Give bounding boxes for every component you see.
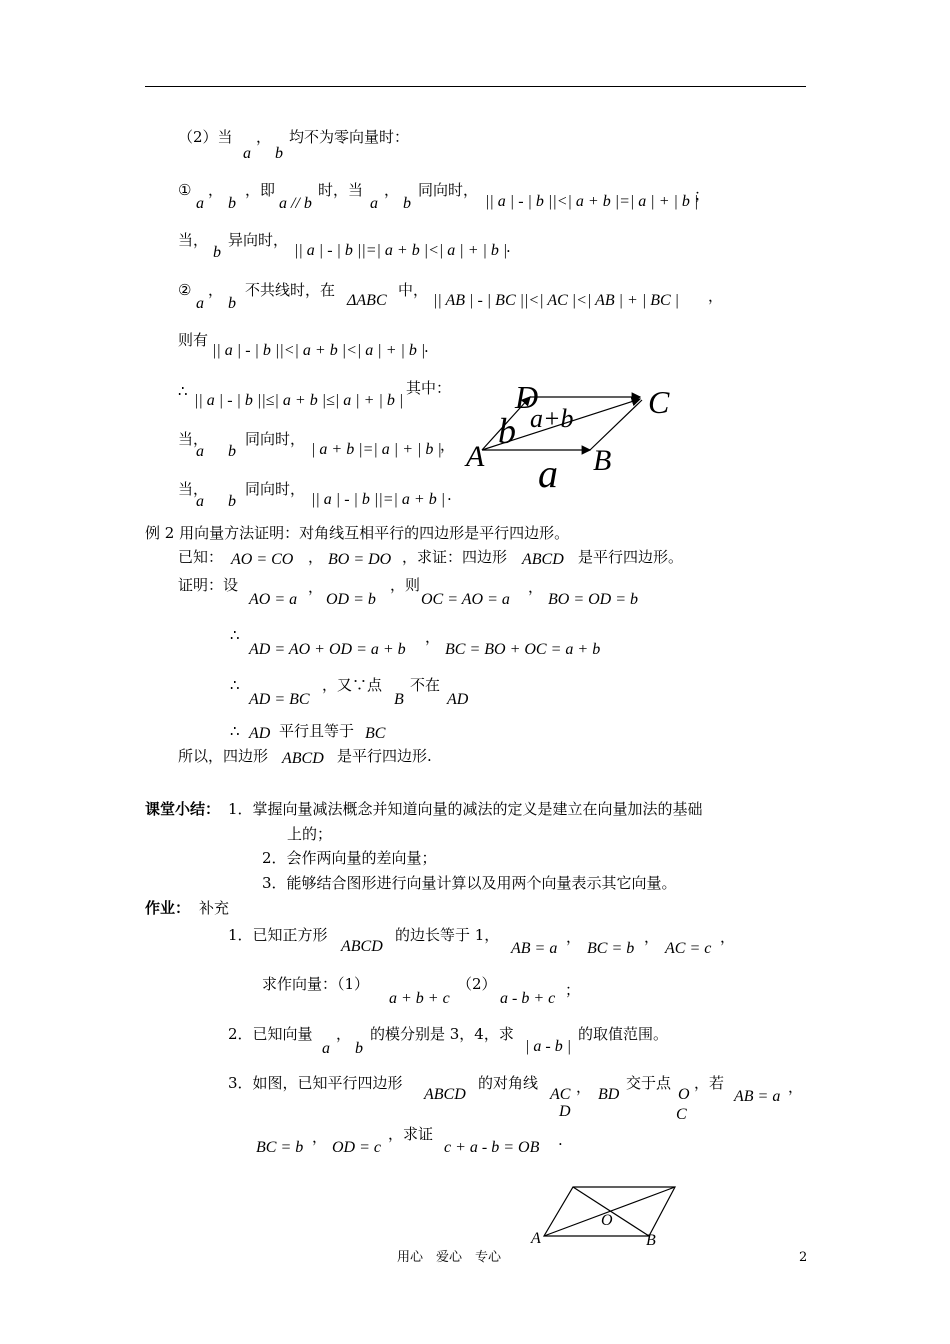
therefore-symbol: ∴: [230, 626, 240, 644]
comma: ，: [644, 928, 660, 946]
formula-c2-result: || a | - | b ||<| a + b |<| a | + | b |: [212, 342, 426, 359]
period: .: [558, 1131, 563, 1149]
q3-od: OD = c: [332, 1139, 382, 1156]
q1-ask: 求作向量：（1）: [262, 975, 370, 993]
footer-motto: 用心 爱心 专心: [397, 1250, 502, 1265]
var-a: a: [196, 443, 204, 460]
label-C: C: [648, 384, 670, 420]
comma: ，: [425, 628, 441, 646]
var-a: a: [196, 195, 204, 212]
var-a: a: [243, 145, 251, 162]
step-ad: AD = AO + OD = a + b: [249, 641, 406, 658]
q1-text: 1．已知正方形: [228, 926, 328, 944]
known-label: 已知：: [178, 548, 224, 566]
conclusion-suffix: 是平行四边形.: [337, 747, 432, 765]
q3-text: 3．如图，已知平行四边形: [228, 1074, 403, 1092]
q3-diag: 的对角线: [478, 1074, 539, 1092]
label-a-plus-b: a+b: [530, 404, 574, 433]
period: .: [424, 338, 429, 356]
page-number: 2: [799, 1250, 808, 1265]
label-b: b: [498, 411, 516, 451]
label-D: D: [515, 379, 539, 415]
parallelogram-diagonal-figure: [528, 1178, 688, 1250]
var-b: b: [355, 1040, 363, 1057]
q3-prove: ，求证: [388, 1125, 434, 1143]
text-dang: 当，: [178, 430, 209, 448]
proof-intro: 证明：设: [178, 576, 239, 594]
case2-nonzero: 均不为零向量时：: [289, 128, 410, 146]
text-buzai: 不在: [410, 676, 441, 694]
formula-same: | a + b |=| a | + | b |: [311, 441, 442, 458]
quad-abcd: ABCD: [522, 551, 564, 568]
q3-identity: c + a - b = OB: [444, 1139, 540, 1156]
period: .: [447, 486, 452, 504]
therefore-symbol: ∴: [178, 382, 188, 400]
summary-item2: 2．会作两向量的差向量；: [262, 849, 437, 867]
same-dir-label: 同向时，: [245, 430, 306, 448]
comma: ，: [440, 436, 456, 454]
text-ji: ，即: [245, 181, 276, 199]
example2-title: 例 2 用向量方法证明：对角线互相平行的四边形是平行四边形。: [145, 524, 570, 542]
q1-part2: （2）: [457, 975, 497, 993]
step4-mid: 平行且等于: [279, 722, 355, 740]
formula-c2: || AB | - | BC ||<| AC |<| AB | + | BC |: [433, 292, 680, 309]
comma: ，: [708, 287, 724, 305]
q1-expr1: a + b + c: [389, 990, 450, 1007]
text-dang: 当，: [178, 480, 209, 498]
case1-mark: ①: [178, 181, 192, 199]
summary-label: 课堂小结：: [145, 800, 221, 818]
comma: ，: [208, 181, 224, 199]
label-A: A: [531, 1230, 541, 1247]
known-eq1: AO = CO: [231, 551, 294, 568]
step4-bc: BC: [365, 725, 386, 742]
summary-item3: 3．能够结合图形进行向量计算以及用两个向量表示其它向量。: [262, 874, 677, 892]
header-rule: [145, 86, 806, 87]
step-ad-eq-bc: AD = BC: [249, 691, 310, 708]
text-dang: 当，: [178, 231, 209, 249]
var-b: b: [228, 443, 236, 460]
period: .: [506, 238, 511, 256]
formula-c1-opp: || a | - | b ||=| a + b |<| a | + | b |: [294, 242, 508, 259]
q3-ab: AB = a: [734, 1088, 781, 1105]
parallel-expr: a // b: [279, 195, 312, 212]
text-ze-you: 则有: [178, 331, 209, 349]
var-b: b: [228, 295, 236, 312]
text-shi-dang: 时，当: [318, 181, 364, 199]
text-zhong: 中，: [398, 281, 429, 299]
q1-ac: AC = c: [665, 940, 712, 957]
therefore-symbol: ∴: [230, 722, 240, 740]
comma: ，: [576, 1078, 592, 1096]
var-a: a: [370, 195, 378, 212]
label-a: a: [538, 451, 558, 495]
q1-abcd: ABCD: [341, 938, 383, 955]
proof-oc: OC = AO = a: [421, 591, 510, 608]
comma: ，: [720, 928, 736, 946]
var-b: b: [403, 195, 411, 212]
label-B: B: [646, 1232, 656, 1249]
conclusion-prefix: 所以，四边形: [178, 747, 269, 765]
q2-text: 2．已知向量: [228, 1025, 313, 1043]
q2-range: 的取值范围。: [578, 1025, 669, 1043]
formula-general: || a | - | b ||≤| a + b |≤| a | + | b |: [194, 392, 404, 409]
var-a: a: [196, 493, 204, 510]
var-b: b: [228, 493, 236, 510]
comma: ，: [256, 128, 272, 146]
q3-abcd: ABCD: [424, 1086, 466, 1103]
comma: ，: [788, 1078, 804, 1096]
same-dir-label: 同向时，: [418, 181, 479, 199]
is-parallelogram: 是平行四边形。: [578, 548, 684, 566]
noncollinear-label: 不共线时，在: [245, 281, 336, 299]
q3-bc: BC = b: [256, 1139, 304, 1156]
proof-let2: OD = b: [326, 591, 376, 608]
comma: ，: [528, 578, 544, 596]
text-you-yin: ，又∵点: [322, 676, 383, 694]
homework-supplement: 补充: [199, 899, 230, 917]
triangle-abc: ΔABC: [347, 292, 387, 309]
q1-ab: AB = a: [511, 940, 558, 957]
comma: ，: [308, 548, 324, 566]
parallelogram-figure: [460, 375, 690, 495]
point-b: B: [394, 691, 404, 708]
known-eq2: BO = DO: [328, 551, 392, 568]
comma: ，: [208, 281, 224, 299]
quad-abcd: ABCD: [282, 750, 324, 767]
q1-bc: BC = b: [587, 940, 635, 957]
label-B: B: [593, 444, 612, 477]
q3-intersect: 交于点: [626, 1074, 672, 1092]
label-O: O: [601, 1212, 613, 1229]
q1-expr2: a - b + c: [500, 990, 556, 1007]
comma: ，: [384, 181, 400, 199]
prove-label: ，求证：四边形: [402, 548, 508, 566]
text-qizhong: 其中：: [406, 379, 452, 397]
q3-ac: AC: [550, 1086, 571, 1103]
opp-dir-label: 异向时，: [228, 231, 289, 249]
edge-bc: [590, 400, 642, 450]
q3-c: C: [676, 1106, 687, 1123]
segment-ad: AD: [447, 691, 469, 708]
semicolon: ；: [694, 186, 710, 204]
q3-ruo: ，若: [694, 1074, 725, 1092]
text-ze: ，则: [390, 576, 421, 594]
proof-let1: AO = a: [249, 591, 298, 608]
q3-d: D: [559, 1103, 571, 1120]
q3-o: O: [678, 1086, 690, 1103]
label-A: A: [466, 440, 485, 473]
comma: ，: [336, 1025, 352, 1043]
var-b: b: [228, 195, 236, 212]
therefore-symbol: ∴: [230, 676, 240, 694]
case2-intro: （2）当: [178, 128, 233, 146]
comma: ，: [308, 578, 324, 596]
step4-ad: AD: [249, 725, 271, 742]
case2-mark: ②: [178, 281, 192, 299]
summary-item1: 1．掌握向量减法概念并知道向量的减法的定义是建立在向量加法的基础: [228, 800, 703, 818]
summary-item1-cont: 上的；: [287, 825, 333, 843]
q3-bd: BD: [598, 1086, 620, 1103]
proof-bo: BO = OD = b: [548, 591, 639, 608]
var-b: b: [213, 244, 221, 261]
q2-abs-diff: | a - b |: [525, 1038, 572, 1055]
same-dir-label: 同向时，: [245, 480, 306, 498]
semicolon: ；: [565, 981, 581, 999]
formula-c1: || a | - | b ||<| a + b |=| a | + | b |: [485, 193, 699, 210]
comma: ，: [312, 1128, 328, 1146]
homework-label: 作业：: [145, 899, 191, 917]
var-b: b: [275, 145, 283, 162]
q2-modulus: 的模分别是 3，4，求: [370, 1025, 514, 1043]
step-bc: BC = BO + OC = a + b: [445, 641, 601, 658]
formula-same-diff: || a | - | b ||=| a + b |: [311, 491, 446, 508]
var-a: a: [322, 1040, 330, 1057]
comma: ，: [566, 928, 582, 946]
var-a: a: [196, 295, 204, 312]
q1-side: 的边长等于 1，: [395, 926, 500, 944]
